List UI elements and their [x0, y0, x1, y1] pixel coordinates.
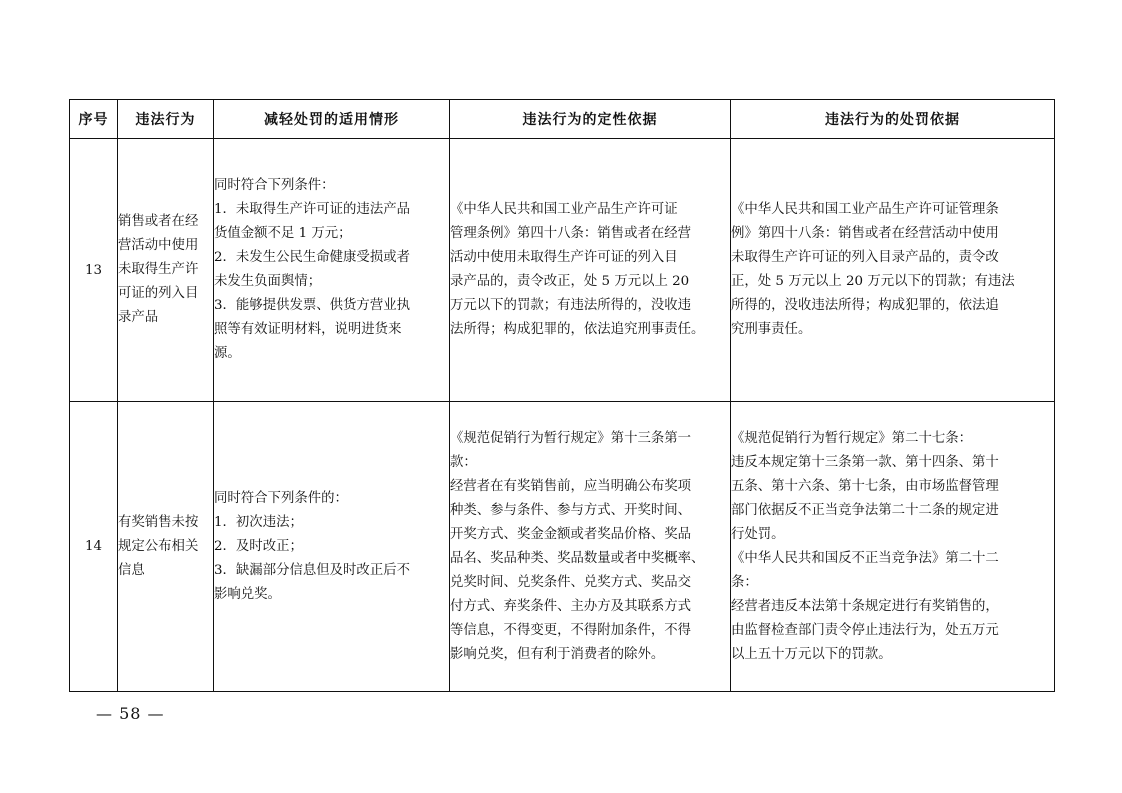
text-line: 货值金额不足 1 万元； — [214, 226, 352, 241]
text-line: 违反本规定第十三条第一款、第十四条、第十 — [731, 454, 999, 470]
violation-cell — [118, 402, 214, 692]
text-line: 同时符合下列条件的： — [214, 490, 348, 506]
text-line: 录产品的，责令改正，处 5 万元以上 20 — [450, 274, 690, 289]
text-line: 条： — [731, 574, 758, 590]
text-line: 1．初次违法； — [214, 514, 303, 530]
text-line: 开奖方式、奖金金额或者奖品价格、奖品 — [450, 526, 692, 542]
text-line: 同时符合下列条件： — [214, 178, 335, 193]
text-line: 经营者在有奖销售前，应当明确公布奖项 — [450, 478, 692, 494]
text-line: 《中华人民共和国反不正当竞争法》第二十二 — [731, 550, 999, 566]
violation-cell — [118, 139, 214, 402]
text-line: 未取得生产许 — [118, 262, 199, 277]
text-line: 例》第四十八条：销售或者在经营活动中使用 — [731, 226, 999, 241]
text-line: 1．未取得生产许可证的违法产品 — [214, 202, 410, 217]
text-line: 2．及时改正； — [214, 538, 303, 554]
mitigation-cell — [214, 139, 450, 402]
text-line: 2．未发生公民生命健康受损或者 — [214, 250, 410, 265]
text-line: 未取得生产许可证的列入目录产品的，责令改 — [731, 250, 999, 265]
text-line: 影响兑奖。 — [214, 586, 281, 602]
text-line: 五条、第十六条、第十七条，由市场监督管理 — [731, 478, 999, 494]
penalty-cell — [731, 402, 1055, 692]
text-line: 销售或者在经 — [118, 214, 199, 229]
text-line: 究刑事责任。 — [731, 322, 812, 337]
text-line: 可证的列入目 — [118, 286, 199, 301]
text-line: 付方式、弃奖条件、主办方及其联系方式 — [450, 598, 692, 614]
text-line: 由监督检查部门责令停止违法行为，处五万元 — [731, 622, 999, 638]
qualification-cell — [450, 402, 731, 692]
row-number: 14 — [70, 402, 118, 692]
row-number: 13 — [70, 139, 118, 402]
text-line: 规定公布相关 — [118, 538, 199, 554]
header-violation: 违法行为 — [118, 100, 214, 139]
page-number: — 58 — — [96, 704, 165, 723]
text-line: 信息 — [118, 562, 145, 578]
table-row — [70, 402, 1055, 692]
table-row — [70, 139, 1055, 402]
text-line: 部门依据反不正当竞争法第二十二条的规定进 — [731, 502, 999, 518]
text-line: 活动中使用未取得生产许可证的列入目 — [450, 250, 678, 265]
text-line: 管理条例》第四十八条：销售或者在经营 — [450, 226, 692, 241]
qualification-cell — [450, 139, 731, 402]
text-line: 《中华人民共和国工业产品生产许可证管理条 — [731, 202, 999, 217]
text-line: 品名、奖品种类、奖品数量或者中奖概率、 — [450, 550, 705, 566]
text-line: 种类、参与条件、参与方式、开奖时间、 — [450, 502, 692, 518]
text-line: 行处罚。 — [731, 526, 785, 542]
text-line: 款： — [450, 454, 477, 470]
text-line: 《规范促销行为暂行规定》第十三条第一 — [450, 430, 692, 446]
text-line: 影响兑奖，但有利于消费者的除外。 — [450, 646, 665, 662]
text-line: 法所得；构成犯罪的，依法追究刑事责任。 — [450, 322, 705, 337]
text-line: 以上五十万元以下的罚款。 — [731, 646, 892, 662]
text-line: 录产品 — [118, 310, 159, 325]
header-mitigation: 减轻处罚的适用情形 — [214, 100, 450, 139]
header-penalty-basis: 违法行为的处罚依据 — [731, 100, 1055, 139]
text-line: 《中华人民共和国工业产品生产许可证 — [450, 202, 678, 217]
text-line: 正，处 5 万元以上 20 万元以下的罚款；有违法 — [731, 274, 1015, 289]
text-line: 未发生负面舆情； — [214, 274, 322, 289]
text-line: 《规范促销行为暂行规定》第二十七条： — [731, 430, 973, 446]
penalty-cell — [731, 139, 1055, 402]
text-line: 3．能够提供发票、供货方营业执 — [214, 298, 410, 313]
text-line: 经营者违反本法第十条规定进行有奖销售的， — [731, 598, 999, 614]
mitigation-cell — [214, 402, 450, 692]
text-line: 万元以下的罚款；有违法所得的，没收违 — [450, 298, 692, 313]
text-line: 源。 — [214, 346, 241, 361]
text-line: 照等有效证明材料，说明进货来 — [214, 322, 402, 337]
text-line: 有奖销售未按 — [118, 514, 199, 530]
header-qualification-basis: 违法行为的定性依据 — [450, 100, 731, 139]
text-line: 所得的，没收违法所得；构成犯罪的，依法追 — [731, 298, 999, 313]
header-serial-no: 序号 — [70, 100, 118, 139]
penalty-table — [69, 99, 1055, 692]
text-line: 营活动中使用 — [118, 238, 199, 253]
text-line: 3．缺漏部分信息但及时改正后不 — [214, 562, 410, 578]
table-header-row — [70, 100, 1055, 139]
text-line: 等信息，不得变更，不得附加条件，不得 — [450, 622, 692, 638]
text-line: 兑奖时间、兑奖条件、兑奖方式、奖品交 — [450, 574, 692, 590]
